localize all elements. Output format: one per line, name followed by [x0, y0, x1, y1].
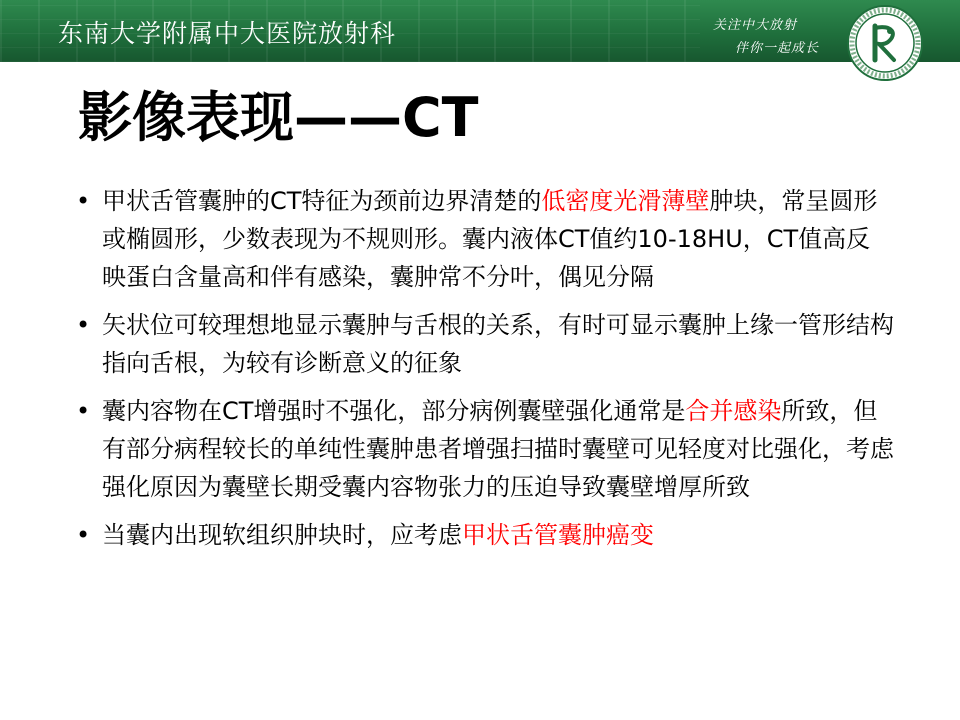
bullet-dot: •	[76, 397, 91, 425]
header-bar	[0, 0, 960, 62]
bullet-text: 当囊内出现软组织肿块时，应考虑	[102, 521, 462, 549]
bullet-dot: •	[76, 521, 91, 549]
highlight-text: 低密度光滑薄壁	[541, 187, 710, 215]
page-title: 影像表现——CT	[78, 86, 479, 149]
highlight-text: 合并感染	[685, 397, 782, 425]
bullet-dot: •	[76, 311, 91, 339]
bullet-text: 甲状舌管囊肿的CT特征为颈前边界清楚的	[102, 187, 542, 215]
bullet-text: 所致，但有部分病程较长的单纯性囊肿患者增强扫描时囊壁可见轻度对比强化，考虑强化原因为囊壁长期受囊内容物张力的压迫导致囊壁增厚所致	[102, 397, 894, 501]
bullet-dot: •	[76, 187, 91, 215]
bullet-text: 肿块，常呈圆形或椭圆形，少数表现为不规则形。囊内液体CT值约10-18HU，CT值高反映蛋白含量高和伴有感染，囊肿常不分叶，偶见分隔	[102, 187, 878, 291]
highlight-text: 甲状舌管囊肿癌变	[462, 521, 654, 549]
bullet-text: 囊内容物在CT增强时不强化，部分病例囊壁强化通常是	[102, 397, 686, 425]
slogan-line-1: 关注中大放射	[713, 18, 798, 33]
bullet-item	[76, 182, 894, 296]
org-name: 东南大学附属中大医院放射科	[58, 19, 397, 48]
bullet-item	[76, 516, 894, 554]
bullet-item	[76, 306, 894, 382]
department-logo-icon	[846, 4, 924, 82]
bullet-text: 矢状位可较理想地显示囊肿与舌根的关系，有时可显示囊肿上缘一管形结构指向舌根，为较有诊断意义的征象	[102, 311, 894, 377]
bullet-list	[76, 182, 894, 564]
bullet-item	[76, 392, 894, 506]
slogan-line-2: 伴你一起成长	[735, 41, 820, 56]
